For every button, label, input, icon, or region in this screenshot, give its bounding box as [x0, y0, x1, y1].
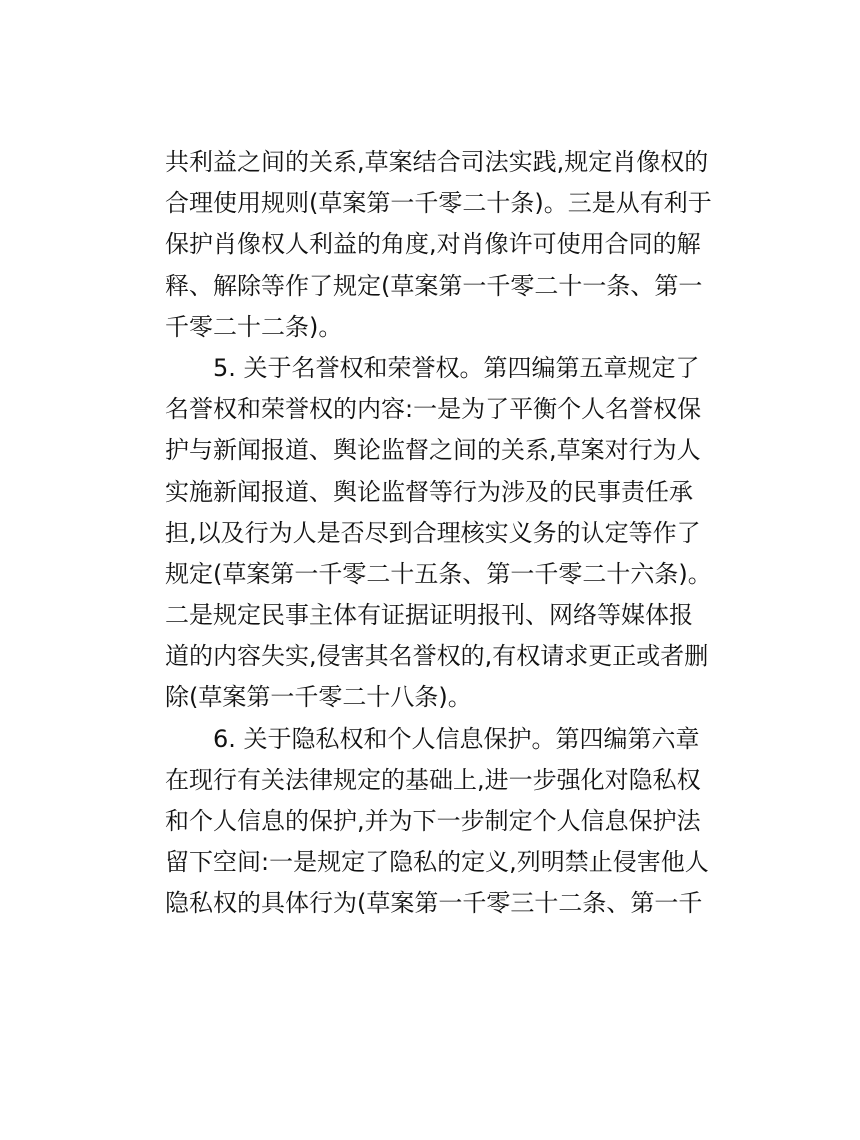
text-line: 千零二十二条)。: [165, 312, 343, 341]
text-line: 护与新闻报道、舆论监督之间的关系,草案对行为人: [165, 436, 701, 465]
text-line: 保护肖像权人利益的角度,对肖像许可使用合同的解: [165, 230, 701, 259]
text-line: 道的内容失实,侵害其名誉权的,有权请求更正或者删: [165, 642, 709, 671]
body-text: [165, 142, 712, 925]
text-line: 释、解除等作了规定(草案第一千零二十一条、第一: [165, 271, 703, 300]
text-line: 名誉权和荣誉权的内容:一是为了平衡个人名誉权保: [165, 395, 702, 424]
text-line: 和个人信息的保护,并为下一步制定个人信息保护法: [165, 807, 701, 835]
text-line: 合理使用规则(草案第一千零二十条)。三是从有利于: [165, 189, 712, 218]
text-line: 二是规定民事主体有证据证明报刊、网络等媒体报: [165, 601, 693, 630]
section-heading-line: 5. 关于名誉权和荣誉权。第四编第五章规定了: [213, 353, 700, 382]
text-line: 共利益之间的关系,草案结合司法实践,规定肖像权的: [165, 148, 709, 176]
text-line: 除(草案第一千零二十八条)。: [165, 683, 472, 712]
text-line: 实施新闻报道、舆论监督等行为涉及的民事责任承: [165, 477, 693, 506]
text-line: 在现行有关法律规定的基础上,进一步强化对隐私权: [165, 765, 701, 794]
text-line: 隐私权的具体行为(草案第一千零三十二条、第一千: [165, 889, 703, 918]
section-heading-line: 6. 关于隐私权和个人信息保护。第四编第六章: [213, 724, 700, 753]
text-line: 规定(草案第一千零二十五条、第一千零二十六条)。: [165, 559, 712, 588]
text-line: 留下空间:一是规定了隐私的定义,列明禁止侵害他人: [165, 848, 709, 877]
text-line: 担,以及行为人是否尽到合理核实义务的认定等作了: [165, 518, 701, 547]
